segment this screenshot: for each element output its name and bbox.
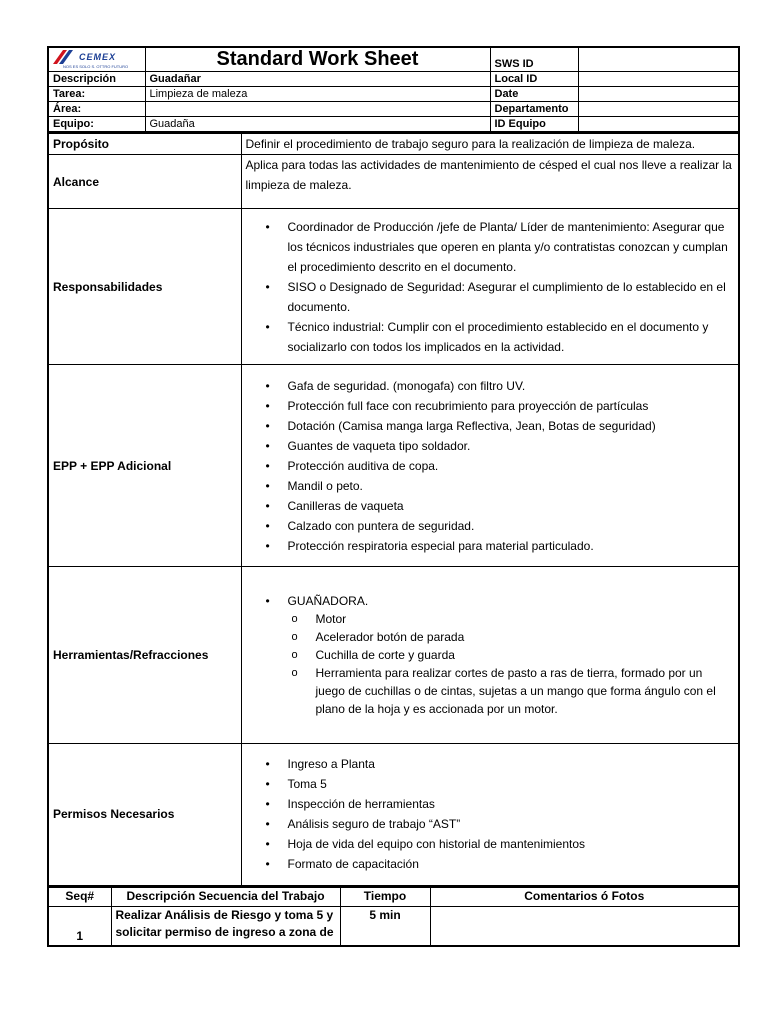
departamento-label: Departamento (490, 102, 578, 117)
permisos-cell (241, 744, 739, 886)
list-item: • Dotación (Camisa manga larga Reflectiva, Jean, Botas de seguridad) (288, 416, 735, 436)
proposito-label: Propósito (48, 134, 241, 155)
proposito-text: Definir el procedimiento de trabajo seguro para la realización de limpieza de maleza. (241, 134, 739, 155)
alcance-label: Alcance (48, 155, 241, 209)
permisos-list (246, 754, 735, 874)
list-item: o Acelerador botón de parada (316, 628, 735, 646)
list-item: • Ingreso a Planta (288, 754, 735, 774)
epp-cell (241, 365, 739, 567)
date-value (578, 87, 739, 102)
list-item: o Motor (316, 610, 735, 628)
responsabilidades-label: Responsabilidades (48, 209, 241, 365)
list-item: • Técnico industrial: Cumplir con el procedimiento establecido en el documento y socializarlo con todos los implicados en la actividad. (288, 317, 735, 357)
id-equipo-label: ID Equipo (490, 117, 578, 133)
seq-comment (430, 906, 739, 946)
descripcion-value: Guadañar (145, 72, 490, 87)
tarea-label: Tarea: (48, 87, 145, 102)
list-item: • Inspección de herramientas (288, 794, 735, 814)
cemex-logo-icon (53, 50, 75, 64)
permisos-label: Permisos Necesarios (48, 744, 241, 886)
tarea-value: Limpieza de maleza (145, 87, 490, 102)
equipo-label: Equipo: (48, 117, 145, 133)
seq-header: Seq# (48, 887, 111, 906)
sws-id-label: SWS ID (490, 47, 578, 72)
sheet-title: Standard Work Sheet (145, 47, 490, 72)
tiempo-header: Tiempo (340, 887, 430, 906)
table-row (48, 906, 739, 946)
epp-list (246, 376, 735, 556)
descripcion-header: Descripción Secuencia del Trabajo (111, 887, 340, 906)
list-item: • GUAÑADORA. (288, 592, 735, 610)
logo-text: CEMEX (79, 51, 117, 62)
herramientas-list (246, 592, 735, 610)
seq-number: 1 (48, 906, 111, 946)
list-item: • Guantes de vaqueta tipo soldador. (288, 436, 735, 456)
equipo-value: Guadaña (145, 117, 490, 133)
seq-time: 5 min (340, 906, 430, 946)
header-table (47, 46, 740, 133)
list-item: • Protección respiratoria especial para material particulado. (288, 536, 735, 556)
responsabilidades-list (246, 217, 735, 357)
list-item: • Toma 5 (288, 774, 735, 794)
herramientas-label: Herramientas/Refracciones (48, 567, 241, 744)
list-item: • Gafa de seguridad. (monogafa) con filtro UV. (288, 376, 735, 396)
responsabilidades-cell (241, 209, 739, 365)
list-item: • Calzado con puntera de seguridad. (288, 516, 735, 536)
list-item: • Formato de capacitación (288, 854, 735, 874)
local-id-label: Local ID (490, 72, 578, 87)
comentarios-header: Comentarios ó Fotos (430, 887, 739, 906)
alcance-text: Aplica para todas las actividades de mantenimiento de césped el cual nos lleve a realizar la limpieza de maleza. (241, 155, 739, 209)
descripcion-label: Descripción (48, 72, 145, 87)
list-item: • Canilleras de vaqueta (288, 496, 735, 516)
list-item: • Protección auditiva de copa. (288, 456, 735, 476)
seq-description: Realizar Análisis de Riesgo y toma 5 y solicitar permiso de ingreso a zona de (111, 906, 340, 946)
cemex-logo (53, 50, 141, 64)
list-item: • SISO o Designado de Seguridad: Asegurar el cumplimiento de lo establecido en el documento. (288, 277, 735, 317)
logo-cell (48, 47, 145, 72)
sws-id-value (578, 47, 739, 72)
standard-work-sheet (47, 46, 738, 947)
herramientas-sublist (246, 610, 735, 718)
date-label: Date (490, 87, 578, 102)
list-item: o Herramienta para realizar cortes de pasto a ras de tierra, formado por un juego de cuchillas o de cintas, sujetas a un mango que forma ángulo con el plano de la hoja y es accionada por un motor. (316, 664, 735, 718)
list-item: • Mandil o peto. (288, 476, 735, 496)
herramientas-cell (241, 567, 739, 744)
sections-table (47, 133, 740, 887)
area-label: Área: (48, 102, 145, 117)
local-id-value (578, 72, 739, 87)
sequence-table (47, 887, 740, 948)
departamento-value (578, 102, 739, 117)
list-item: • Coordinador de Producción /jefe de Planta/ Líder de mantenimiento: Asegurar que los técnicos industriales que operen en planta y/o contratistas conozcan y cumplan el procedimiento descrito en el documento. (288, 217, 735, 277)
list-item: • Protección full face con recubrimiento para proyección de partículas (288, 396, 735, 416)
list-item: • Hoja de vida del equipo con historial de mantenimientos (288, 834, 735, 854)
list-item: o Cuchilla de corte y guarda (316, 646, 735, 664)
id-equipo-value (578, 117, 739, 133)
area-value (145, 102, 490, 117)
epp-label: EPP + EPP Adicional (48, 365, 241, 567)
logo-tagline: NOS ES SOLO S. OTTRO FUTURO (63, 64, 129, 69)
list-item: • Análisis seguro de trabajo “AST” (288, 814, 735, 834)
